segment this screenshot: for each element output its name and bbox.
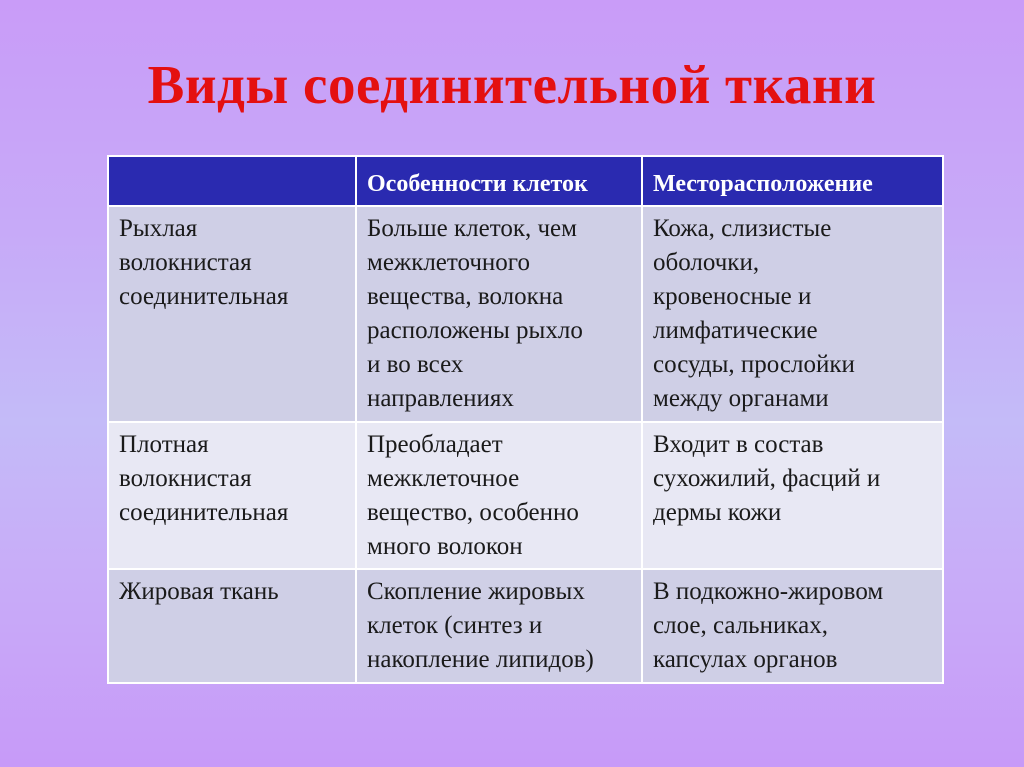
cell-cell-features — [356, 569, 642, 683]
cell-text: Скопление жировых клеток (синтез и накопление липидов) — [367, 578, 594, 673]
table-row — [108, 206, 943, 422]
header-cell-location: Месторасположение — [642, 156, 943, 206]
cell-text: Рыхлая волокнистая соединительная — [119, 215, 289, 310]
table-header-row — [108, 156, 943, 206]
cell-cell-features — [356, 206, 642, 422]
cell-tissue-type — [108, 422, 356, 569]
tissue-table — [107, 155, 944, 684]
cell-text: В подкожно-жировом слое, сальниках, капсулах органов — [653, 578, 884, 673]
header-cell-features: Особенности клеток — [356, 156, 642, 206]
cell-text: Преобладает межклеточное вещество, особенно много волокон — [367, 431, 579, 560]
cell-location — [642, 569, 943, 683]
cell-tissue-type — [108, 206, 356, 422]
cell-tissue-type — [108, 569, 356, 683]
cell-text: Больше клеток, чем межклеточного вещества, волокна расположены рыхло и во всех направлениях — [367, 215, 583, 412]
cell-text: Жировая ткань — [119, 578, 279, 605]
cell-cell-features — [356, 422, 642, 569]
cell-location — [642, 422, 943, 569]
cell-location — [642, 206, 943, 422]
slide-title: Виды соединительной ткани — [147, 54, 877, 115]
cell-text: Входит в состав сухожилий, фасций и дермы кожи — [653, 431, 881, 526]
table-row — [108, 569, 943, 683]
table-row — [108, 422, 943, 569]
cell-text: Плотная волокнистая соединительная — [119, 431, 289, 526]
header-cell-type — [108, 156, 356, 206]
cell-text: Кожа, слизистые оболочки, кровеносные и лимфатические сосуды, прослойки между органами — [653, 215, 855, 412]
